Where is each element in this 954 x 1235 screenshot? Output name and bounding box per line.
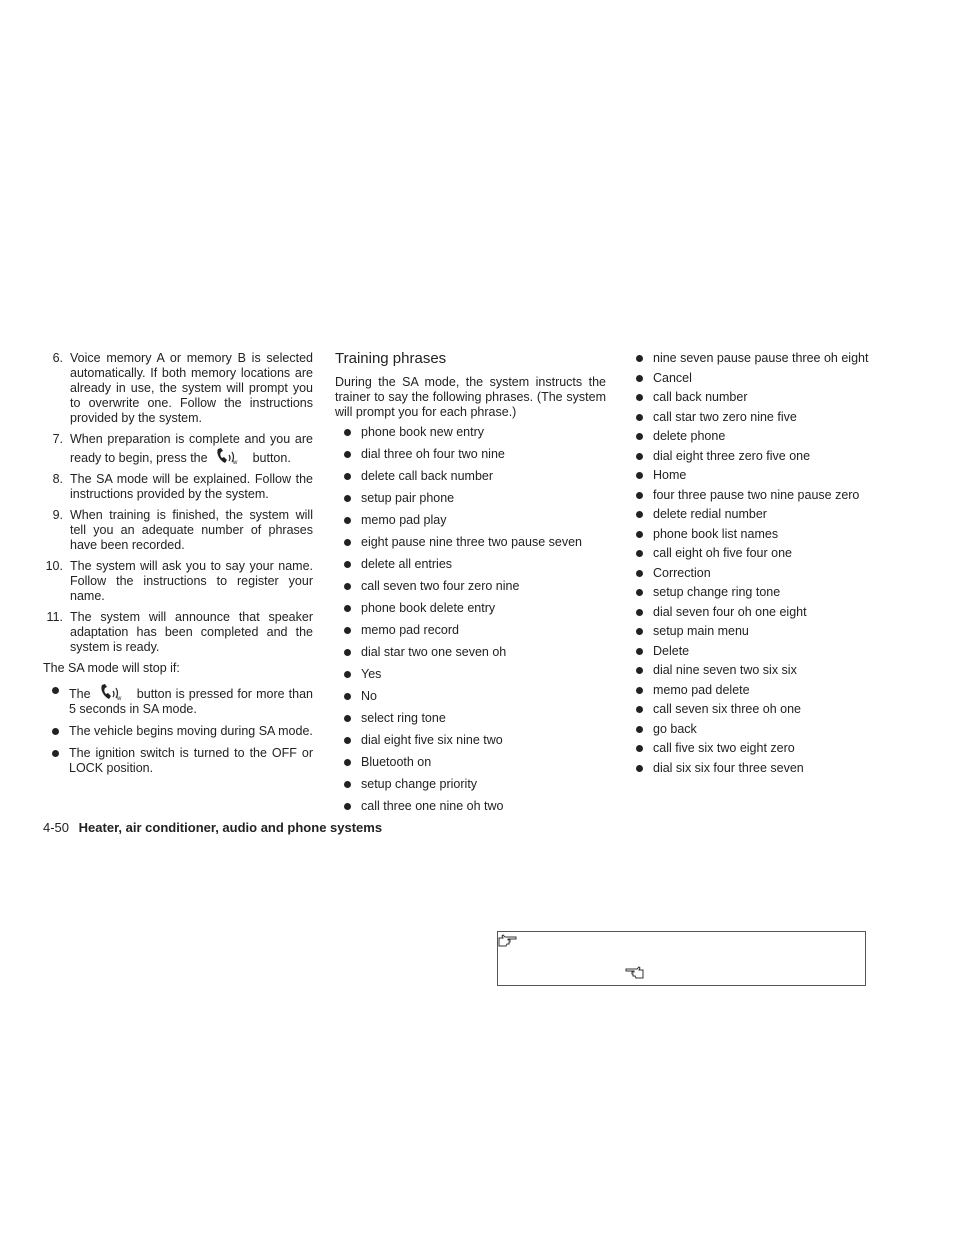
phrase-item: select ring tone <box>335 711 606 726</box>
middle-column <box>335 349 606 821</box>
phrase-item: setup change priority <box>335 777 606 792</box>
phrase-item: Correction <box>627 566 877 581</box>
stop-condition <box>43 683 313 717</box>
step-text: The SA mode will be explained. Follow the instructions provided by the system. <box>70 472 313 501</box>
phrase-item: call seven two four zero nine <box>335 579 606 594</box>
step-number: 11. <box>46 610 63 624</box>
page-footer <box>43 820 382 835</box>
svg-text:w: w <box>233 460 238 465</box>
phrase-item: Cancel <box>627 371 877 386</box>
phrase-item: setup main menu <box>627 624 877 639</box>
phrase-item: delete redial number <box>627 507 877 522</box>
phone-talk-icon <box>99 683 129 701</box>
phrase-item: dial eight three zero five one <box>627 449 877 464</box>
stop-text-end: button is pressed for more than 5 seconds in SA mode. <box>69 687 313 716</box>
phrase-item: dial three oh four two nine <box>335 447 606 462</box>
phrase-item: call seven six three oh one <box>627 702 877 717</box>
phrase-item: call eight oh five four one <box>627 546 877 561</box>
step-9 <box>43 508 313 553</box>
step-number: 7. <box>52 432 63 446</box>
right-column <box>627 351 877 780</box>
section-title: Heater, air conditioner, audio and phone systems <box>78 820 383 835</box>
stop-condition: The vehicle begins moving during SA mode. <box>43 724 313 739</box>
step-10 <box>43 559 313 604</box>
phrase-item: four three pause two nine pause zero <box>627 488 877 503</box>
phrase-item: phone book new entry <box>335 425 606 440</box>
phrase-item: phone book list names <box>627 527 877 542</box>
phrase-item: Bluetooth on <box>335 755 606 770</box>
left-column <box>43 351 313 783</box>
phrase-item: setup change ring tone <box>627 585 877 600</box>
phrase-item: dial six six four three seven <box>627 761 877 776</box>
phrase-item: nine seven pause pause three oh eight <box>627 351 877 366</box>
phrase-item: delete all entries <box>335 557 606 572</box>
note-box <box>497 931 866 986</box>
stop-condition: The ignition switch is turned to the OFF or LOCK position. <box>43 746 313 776</box>
phrase-item: dial eight five six nine two <box>335 733 606 748</box>
step-6 <box>43 351 313 426</box>
pointing-hand-icon <box>624 966 644 980</box>
section-heading: Training phrases <box>335 350 447 367</box>
phrase-item: Home <box>627 468 877 483</box>
phrase-item: No <box>335 689 606 704</box>
phrase-item: call star two zero nine five <box>627 410 877 425</box>
phrase-item: eight pause nine three two pause seven <box>335 535 606 550</box>
step-number: 6. <box>52 351 63 365</box>
phrase-item: delete phone <box>627 429 877 444</box>
phrase-item: dial star two one seven oh <box>335 645 606 660</box>
step-7 <box>43 432 313 466</box>
step-text: The system will announce that speaker adaptation has been completed and the system is ready. <box>70 610 313 654</box>
step-text: When preparation is complete and you are ready to begin, press the <box>70 432 313 465</box>
step-text: Voice memory A or memory B is selected automatically. If both memory locations are already in use, the system will prompt you to overwrite one. Follow the instructions provided by the system. <box>70 351 313 425</box>
stop-intro: The SA mode will stop if: <box>43 661 180 675</box>
phrase-item: Yes <box>335 667 606 682</box>
phrase-item: phone book delete entry <box>335 601 606 616</box>
phrase-item: delete call back number <box>335 469 606 484</box>
step-text: The system will ask you to say your name. Follow the instructions to register your name. <box>70 559 313 603</box>
step-text: When training is finished, the system will tell you an adequate number of phrases have been recorded. <box>70 508 313 552</box>
step-11 <box>43 610 313 655</box>
svg-text:w: w <box>116 696 122 701</box>
phrase-item: dial nine seven two six six <box>627 663 877 678</box>
phrase-item: dial seven four oh one eight <box>627 605 877 620</box>
phrase-item: call three one nine oh two <box>335 799 606 814</box>
phrase-item: go back <box>627 722 877 737</box>
phrase-item: setup pair phone <box>335 491 606 506</box>
pointing-hand-icon <box>498 934 518 948</box>
step-8 <box>43 472 313 502</box>
phrase-item: Delete <box>627 644 877 659</box>
step-text-end: button. <box>252 451 291 465</box>
stop-text: The <box>69 687 91 701</box>
page-number: 4-50 <box>43 820 70 835</box>
step-number: 10. <box>45 559 63 573</box>
phone-talk-icon <box>215 447 245 465</box>
phrase-item: call back number <box>627 390 877 405</box>
step-number: 9. <box>52 508 63 522</box>
phrase-item: call five six two eight zero <box>627 741 877 756</box>
phrase-item: memo pad record <box>335 623 606 638</box>
section-intro: During the SA mode, the system instructs the trainer to say the following phrases. (The system will prompt you for each phrase.) <box>335 375 606 419</box>
step-number: 8. <box>52 472 63 486</box>
phrase-item: memo pad play <box>335 513 606 528</box>
phrase-item: memo pad delete <box>627 683 877 698</box>
